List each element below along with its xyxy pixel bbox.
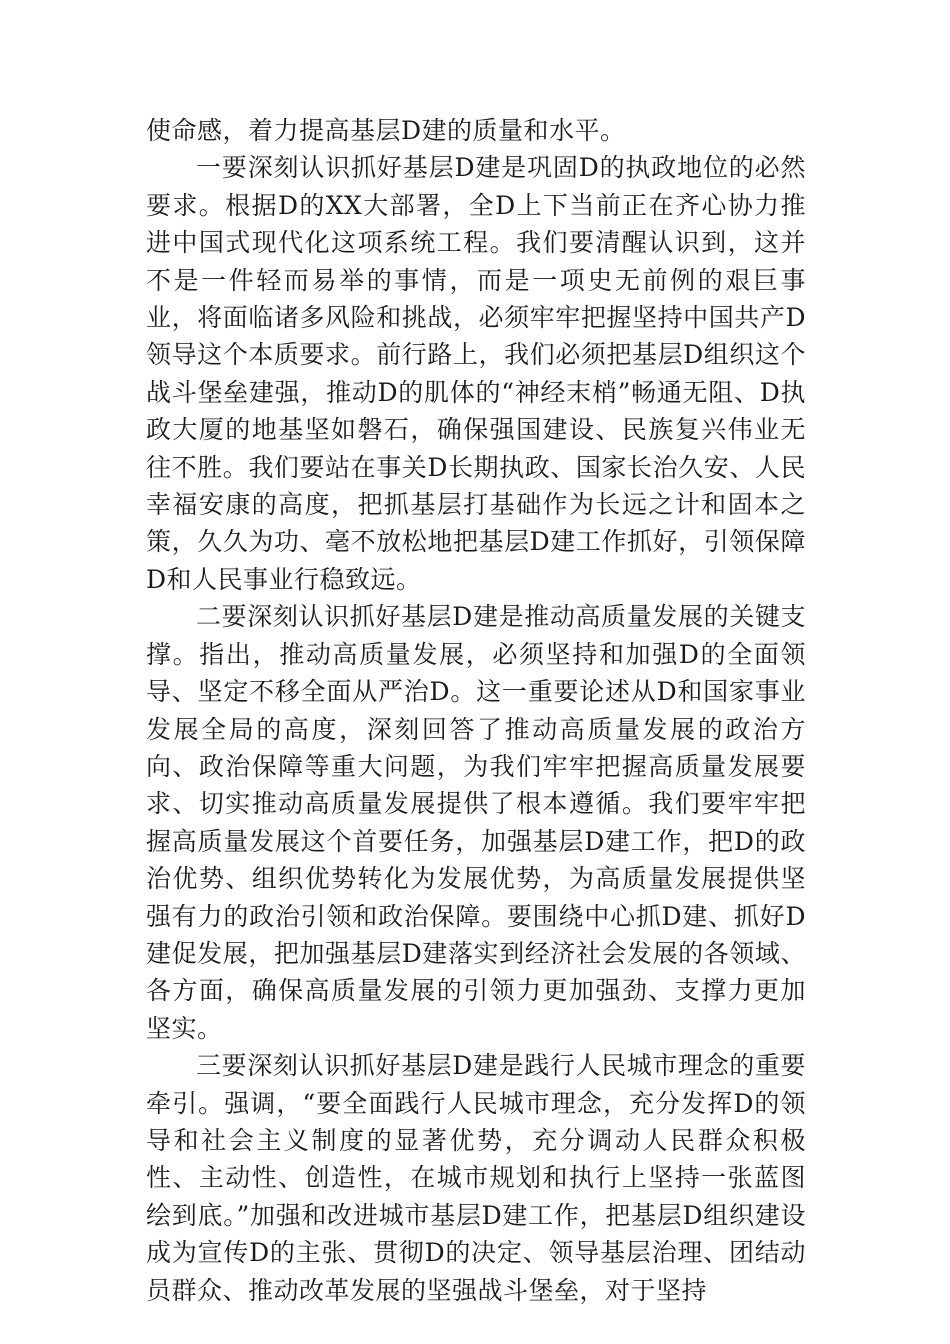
paragraph-intro: 使命感，着力提高基层D建的质量和水平。 [146, 116, 626, 145]
paragraph-point-three: 三要深刻认识抓好基层D建是践行人民城市理念的重要牵引。强调，“要全面践行人民城市理念，充分发挥D的领导和社会主义制度的显著优势，充分调动人民群众积极性、主动性、创造性，在城市规划和执行上坚持一张蓝图绘到底。”加强和改进城市基层D建工作，把基层D组织建设成为宣传D的主张、贯彻D的决定、领导基层治理、团结动员群众、推动改革发展的坚强战斗堡垒，对于坚持 [146, 1051, 806, 1305]
paragraph-point-two: 二要深刻认识抓好基层D建是推动高质量发展的关键支撑。指出，推动高质量发展，必须坚持和加强D的全面领导、坚定不移全面从严治D。这一重要论述从D和国家事业发展全局的高度，深刻回答了推动高质量发展的政治方向、政治保障等重大问题，为我们牢牢把握高质量发展要求、切实推动高质量发展提供了根本遵循。我们要牢牢把握高质量发展这个首要任务，加强基层D建工作，把D的政治优势、组织优势转化为发展优势，为高质量发展提供坚强有力的政治引领和政治保障。要围绕中心抓D建、抓好D建促发展，把加强基层D建落实到经济社会发展的各领域、各方面，确保高质量发展的引领力更加强劲、支撑力更加坚实。 [146, 602, 806, 1043]
document-body [146, 112, 806, 1309]
paragraph-point-one: 一要深刻认识抓好基层D建是巩固D的执政地位的必然要求。根据D的XX大部署，全D上下当前正在齐心协力推进中国式现代化这项系统工程。我们要清醒认识到，这并不是一件轻而易举的事情，而是一项史无前例的艰巨事业，将面临诸多风险和挑战，必须牢牢把握坚持中国共产D领导这个本质要求。前行路上，我们必须把基层D组织这个战斗堡垒建强，推动D的肌体的“神经末梢”畅通无阻、D执政大厦的地基坚如磐石，确保强国建设、民族复兴伟业无往不胜。我们要站在事关D长期执政、国家长治久安、人民幸福安康的高度，把抓基层打基础作为长远之计和固本之策，久久为功、毫不放松地把基层D建工作抓好，引领保障D和人民事业行稳致远。 [146, 153, 806, 594]
